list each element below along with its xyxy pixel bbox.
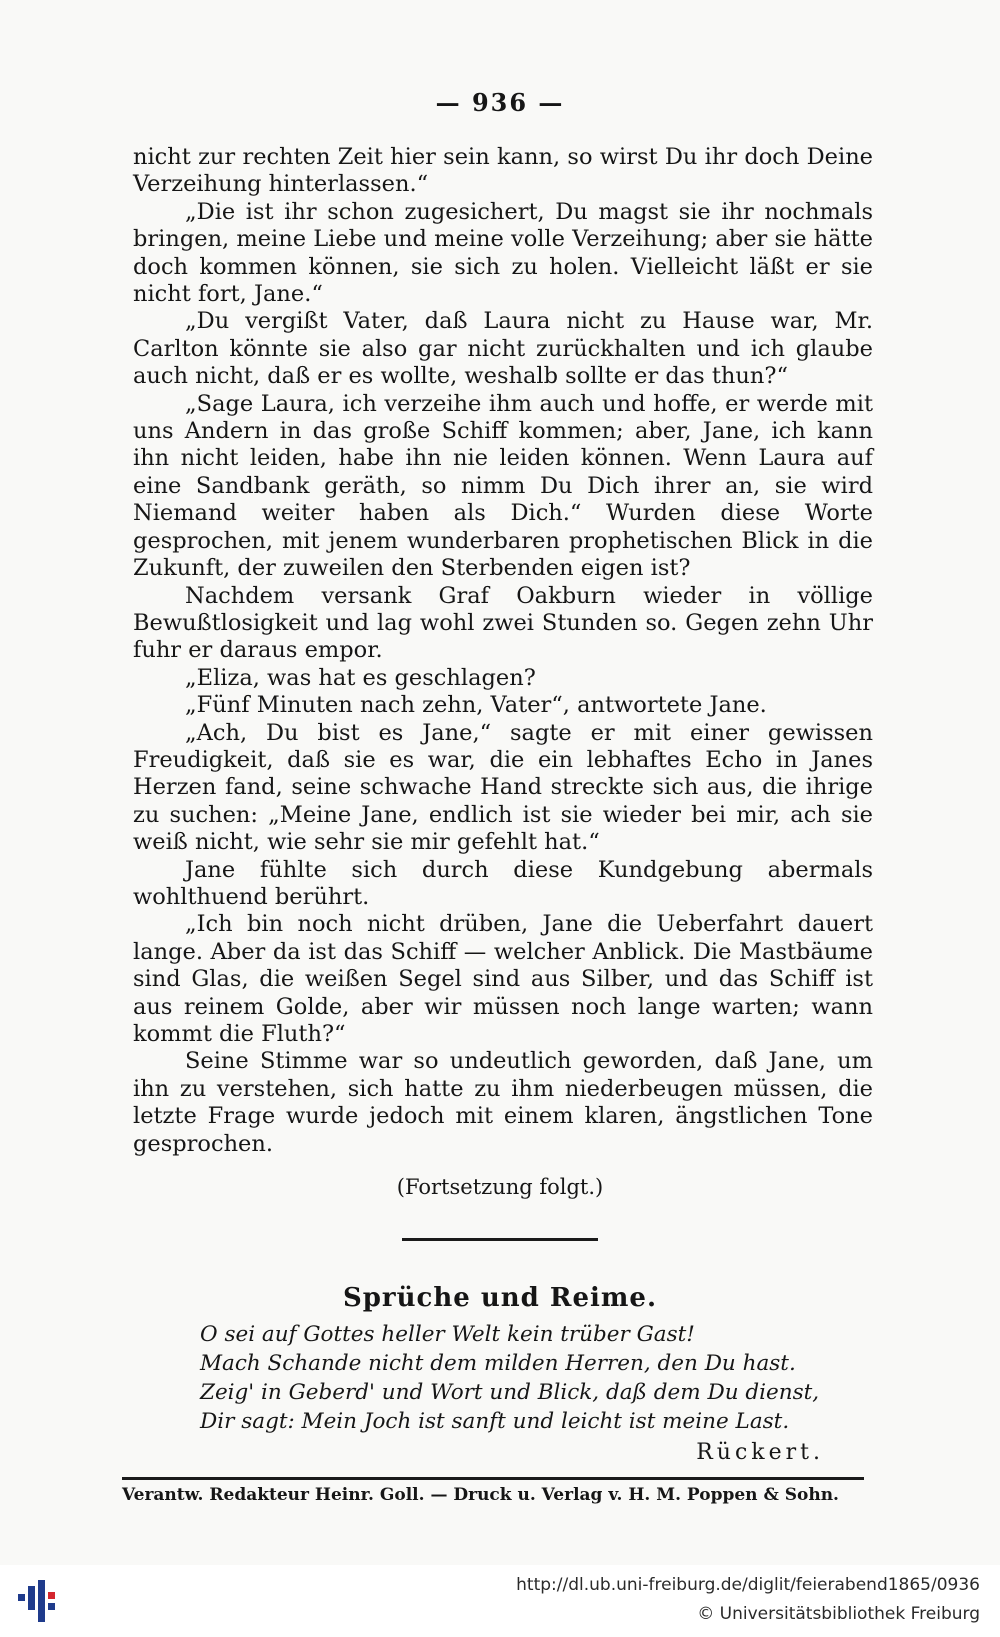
story-paragraph: „Ach, Du bist es Jane,“ sagte er mit einer gewissen Freudigkeit, daß sie es war, die ein lebhaftes Echo in Janes Herzen fand, seine schwache Hand streckte sich aus, die ihrige zu suchen: „Meine Jane, endlich ist sie wieder bei mir, ach sie weiß nicht, wie sehr sie mir gefehlt hat.“ — [133, 719, 873, 856]
story-paragraph: „Du vergißt Vater, daß Laura nicht zu Hause war, Mr. Carlton könnte sie also gar nicht zurückhalten und ich glaube auch nicht, daß er es wollte, weshalb sollte er das thun?“ — [133, 308, 873, 390]
story-paragraph: „Die ist ihr schon zugesichert, Du magst sie ihr nochmals bringen, meine Liebe und meine volle Verzeihung; aber sie hätte doch kommen können, sie sich zu holen. Vielleicht läßt er sie nicht fort, Jane.“ — [133, 198, 873, 308]
page-number: — 936 — — [435, 88, 565, 117]
story-paragraph: Jane fühlte sich durch diese Kundgebung abermals wohlthuend berührt. — [133, 856, 873, 910]
continuation-note: (Fortsetzung folgt.) — [396, 1175, 604, 1199]
poem-line: Mach Schande nicht dem milden Herren, den Du hast. — [200, 1351, 796, 1376]
poem-line: O sei auf Gottes heller Welt kein trüber Gast! — [200, 1322, 695, 1347]
poem-line: Dir sagt: Mein Joch ist sanft und leicht ist meine Last. — [200, 1409, 790, 1434]
poem — [200, 1320, 840, 1436]
publisher-imprint: Verantw. Redakteur Heinr. Goll. — Druck u. Verlag v. H. M. Poppen & Sohn. — [122, 1485, 839, 1505]
digital-library-link[interactable]: http://dl.ub.uni-freiburg.de/diglit/feierabend1865/0936 — [516, 1575, 980, 1595]
story-paragraph: nicht zur rechten Zeit hier sein kann, so wirst Du ihr doch Deine Verzeihung hinterlassen.“ — [133, 144, 873, 198]
poem-title: Sprüche und Reime. — [342, 1283, 658, 1313]
poem-line: Zeig' in Geberd' und Wort und Blick, daß dem Du dienst, — [200, 1380, 820, 1405]
story-paragraph: „Sage Laura, ich verzeihe ihm auch und hoffe, er werde mit uns Andern in das große Schiff kommen; aber, Jane, ich kann ihn nicht leiden, habe ihn nie leiden können. Wenn Laura auf eine Sandbank geräth, so nimm Du Dich ihrer an, sie wird Niemand weiter haben als Dich.“ Wurden diese Worte gesprochen, mit jenem wunderbaren prophetischen Blick in die Zukunft, der zuweilen den Sterbenden eigen ist? — [133, 390, 873, 582]
library-logo-icon — [14, 1576, 64, 1626]
library-footer — [0, 1565, 1000, 1637]
story-paragraph: Nachdem versank Graf Oakburn wieder in völlige Bewußtlosigkeit und lag wohl zwei Stunden so. Gegen zehn Uhr fuhr er daraus empor. — [133, 582, 873, 664]
story-paragraph: „Ich bin noch nicht drüben, Jane die Ueberfahrt dauert lange. Aber da ist das Schiff — welcher Anblick. Die Mastbäume sind Glas, die weißen Segel sind aus Silber, und das Schiff ist aus reinem Golde, aber wir müssen noch lange warten; wann kommt die Fluth?“ — [133, 911, 873, 1047]
story-paragraph: Seine Stimme war so undeutlich geworden, daß Jane, um ihn zu verstehen, sich hatte zu ihm niederbeugen müssen, die letzte Frage wurde jedoch mit einem klaren, ängstlichen Tone gesprochen. — [133, 1048, 873, 1157]
imprint-divider — [122, 1477, 864, 1480]
story-paragraph: „Fünf Minuten nach zehn, Vater“, antwortete Jane. — [185, 692, 767, 719]
poem-author: Rückert. — [696, 1440, 824, 1465]
story-text — [133, 144, 873, 1158]
section-divider — [402, 1238, 598, 1241]
story-paragraph: „Eliza, was hat es geschlagen? — [185, 664, 536, 691]
copyright-notice: © Universitätsbibliothek Freiburg — [697, 1604, 980, 1624]
